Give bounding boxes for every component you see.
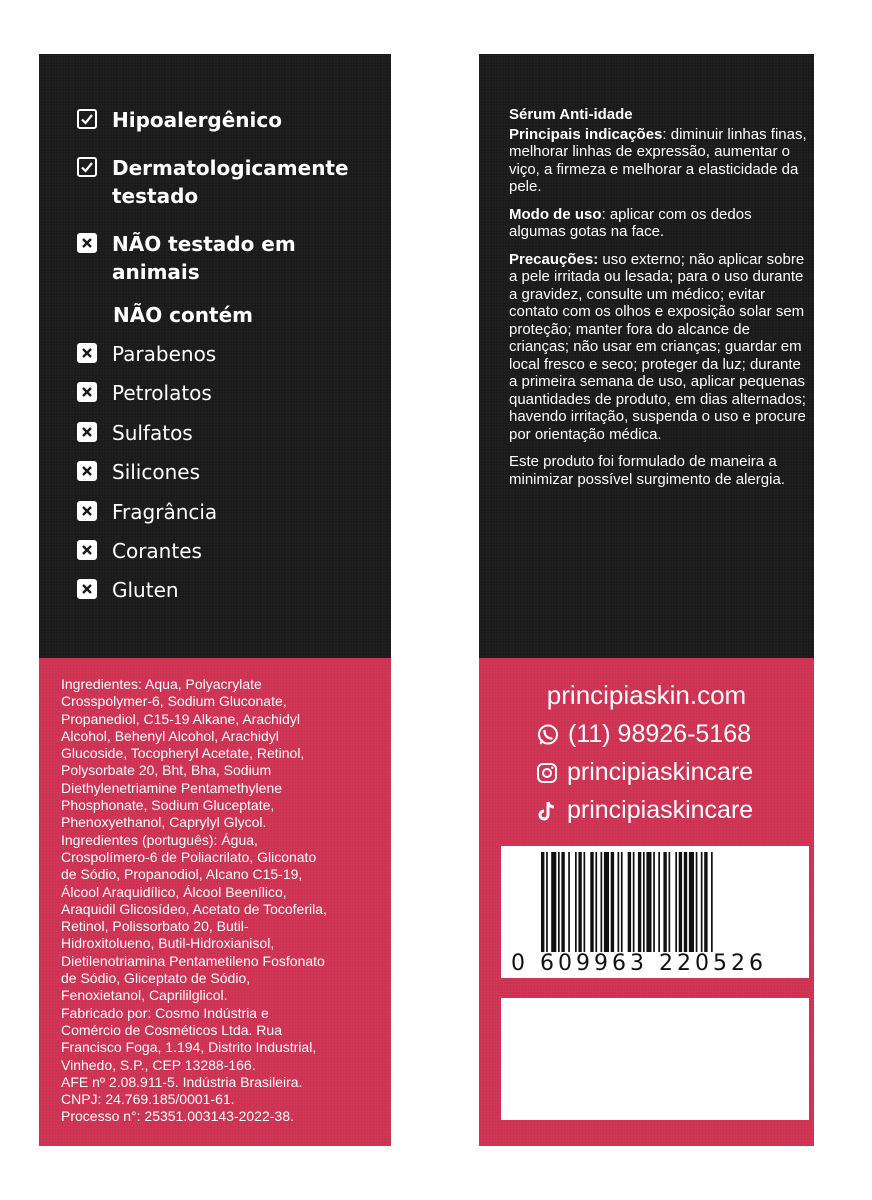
free-from-label: Fragrância <box>112 499 218 524</box>
right-label-panel <box>479 54 814 1146</box>
free-from-item <box>77 458 200 486</box>
check-label: NÃO testado em animais <box>112 232 296 284</box>
checkbox-checked-icon <box>77 109 97 129</box>
blank-label-box <box>501 998 809 1120</box>
barcode-bar <box>646 852 651 952</box>
check-label: Hipoalergênico <box>112 108 282 132</box>
left-red-section <box>39 658 391 1146</box>
left-label-panel <box>39 54 391 1146</box>
check-item-dermatological <box>77 154 349 210</box>
barcode-bar <box>618 852 620 952</box>
check-label: Dermatologicamente testado <box>112 156 349 208</box>
free-from-item <box>77 379 212 407</box>
barcode-number: 0 609963 220526 <box>511 951 767 976</box>
free-from-item <box>77 576 179 604</box>
right-dark-section <box>479 54 814 658</box>
barcode-bar <box>561 852 564 952</box>
indications-paragraph: Principais indicações: diminuir linhas finas, melhorar linhas de expressão, aumentar o viço, a firmeza e melhorar a elasticidade da pele. <box>509 125 807 195</box>
free-from-label: Parabenos <box>112 342 217 366</box>
free-from-item <box>77 340 216 368</box>
free-from-item <box>77 498 217 526</box>
barcode-bar <box>575 852 577 952</box>
barcode-bar <box>696 852 698 952</box>
free-from-heading: NÃO contém <box>113 303 253 327</box>
checkbox-x-icon <box>77 501 97 521</box>
checkbox-x-icon <box>77 343 97 363</box>
barcode-bar <box>653 852 655 952</box>
free-from-label: Silicones <box>112 460 200 485</box>
whatsapp-contact[interactable]: (11) 98926-5168 <box>536 720 751 749</box>
instagram-icon <box>535 761 559 785</box>
barcode-bar <box>590 852 593 952</box>
barcode-bar <box>568 852 570 952</box>
free-from-label: Gluten <box>112 578 179 603</box>
barcode-bar <box>551 852 556 952</box>
barcode-bar <box>546 852 548 952</box>
checkbox-x-icon <box>77 233 97 253</box>
checkbox-x-icon <box>77 540 97 560</box>
product-info <box>509 106 809 498</box>
barcode-bar <box>643 852 645 952</box>
product-title: Sérum Anti-idade <box>509 106 633 123</box>
barcode-bar <box>578 852 581 952</box>
barcode-bar <box>669 852 671 952</box>
ingredients-text: Ingredientes: Aqua, Polyacrylate Crosspolymer-6, Sodium Gluconate, Propanediol, C15-19 Alkane, Arachidyl Alcohol, Behenyl Alcohol, Arachidyl Glucoside, Tocopheryl Acetate, Retinol, Polysorbate 20, Bht, Bha, Sodium Diethylenetriamine Pentamethylene Phosphonate, Sodium Gluceptate, Phenoxyethanol, Caprylyl Glycol. Ingredientes (português): Água, Crospolímero-6 de Poliacrilato, Gliconato de Sódio, Propanodiol, Alcano C15-19, Álcool Araquidílico, Álcool Beenílico, Araquidil Glicosídeo, Acetato de Tocoferila, Retinol, Polissorbato 20, Butil- Hidroxitolueno, Butil-Hidroxianisol, Dietilenotriamina Pentametileno Fosfonato de Sódio, Gliceptato de Sódio, Fenoxietanol, Caprililglicol. Fabricado por: Cosmo Indústria e Comércio de Cosméticos Ltda. Rua Francisco Foga, 1.194, Distrito Industrial, Vinhedo, S.P., CEP 13288-166. AFE nº 2.08.911-5. Indústria Brasileira. CNPJ: 24.769.185/0001-61. Processo n°: 25351.003143-2022-38. <box>61 676 327 1125</box>
website-link[interactable]: principiaskin.com <box>546 680 747 710</box>
barcode <box>501 846 809 978</box>
barcode-bar <box>601 852 603 952</box>
barcode-bar <box>541 852 544 952</box>
usage-paragraph: Modo de uso: aplicar com os dedos algumas gotas na face. <box>509 205 752 240</box>
checkbox-x-icon <box>77 461 97 481</box>
allergy-note: Este produto foi formulado de maneira a minimizar possível surgimento de alergia. <box>509 453 785 488</box>
whatsapp-icon <box>536 723 560 747</box>
free-from-item <box>77 419 193 447</box>
barcode-bar <box>663 852 666 952</box>
precautions-paragraph: Precauções: uso externo; não aplicar sobre a pele irritada ou lesada; para o uso durante a gravidez, consulte um médico; evitar contato com os olhos e exposição solar sem proteção; manter fora do alcance de crianças; não usar em crianças; guardar em local fresco e seco; proteger da luz; durante a primeira semana de uso, aplicar pequenas quantidades de produto, em dias alternados; havendo irritação, suspenda o uso e procure por orientação médica. <box>509 250 806 443</box>
barcode-bar <box>675 852 677 952</box>
checkbox-checked-icon <box>77 157 97 177</box>
free-from-label: Corantes <box>112 539 202 563</box>
free-from-label: Petrolatos <box>112 381 212 406</box>
barcode-bar <box>689 852 694 952</box>
checkbox-x-icon <box>77 579 97 599</box>
checkbox-x-icon <box>77 382 97 402</box>
tiktok-contact[interactable]: principiaskincare <box>535 796 753 825</box>
barcode-bar <box>628 852 631 952</box>
barcode-bar <box>679 852 682 952</box>
check-item-hypoallergenic <box>77 106 282 134</box>
barcode-bar <box>658 852 660 952</box>
tiktok-icon <box>535 799 559 823</box>
check-item-not-tested-animals <box>77 230 296 286</box>
barcode-bar <box>604 852 609 952</box>
barcode-bar <box>704 852 707 952</box>
barcode-bar <box>638 852 641 952</box>
checkbox-x-icon <box>77 422 97 442</box>
free-from-label: Sulfatos <box>112 420 193 445</box>
barcode-bar <box>611 852 614 952</box>
barcode-bar <box>584 852 586 952</box>
barcode-bar <box>684 852 687 952</box>
barcode-bar <box>633 852 635 952</box>
left-dark-section <box>39 54 391 658</box>
barcode-bar <box>711 852 713 952</box>
free-from-item <box>77 537 202 565</box>
barcode-bar <box>621 852 623 952</box>
instagram-contact[interactable]: principiaskincare <box>535 758 753 787</box>
barcode-bar <box>558 852 560 952</box>
barcode-bar <box>701 852 703 952</box>
barcode-bar <box>595 852 597 952</box>
